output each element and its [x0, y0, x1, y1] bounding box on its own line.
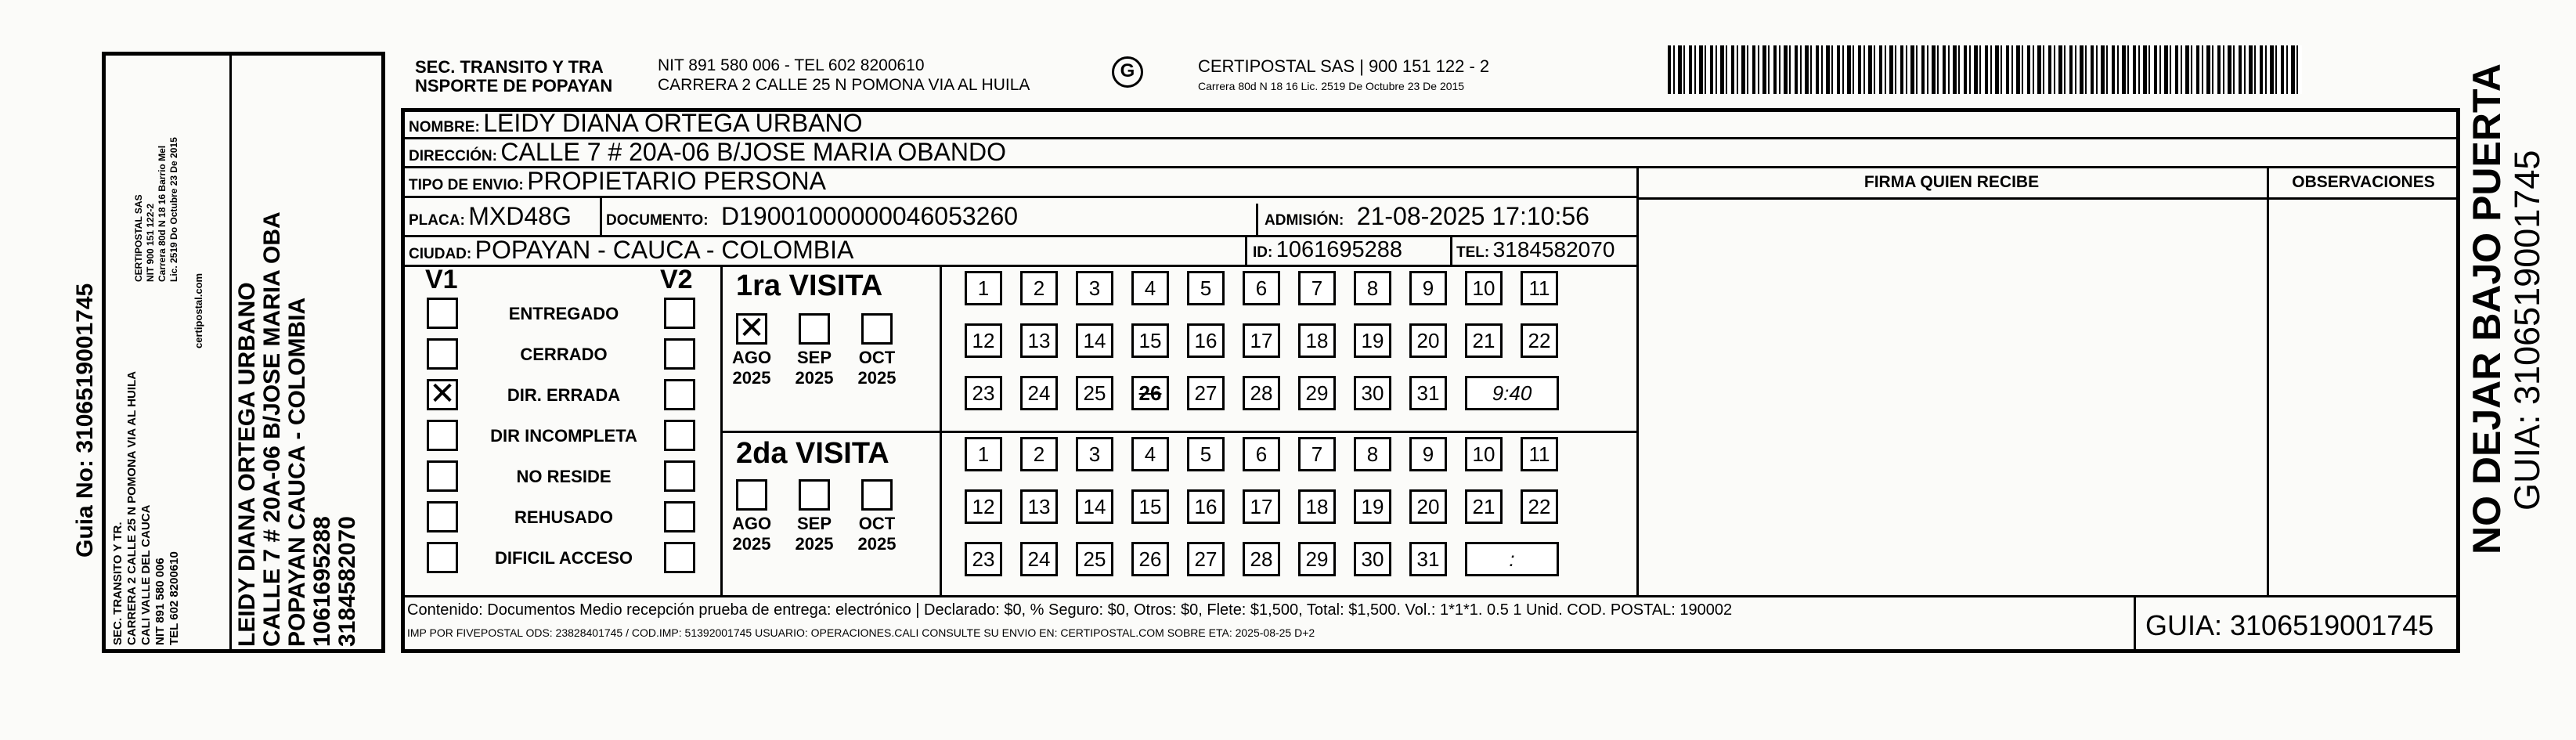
- v2-checkbox[interactable]: [664, 501, 695, 532]
- visit1-month-checkbox[interactable]: [799, 313, 830, 345]
- sender-nit-tel: NIT 891 580 006 - TEL 602 8200610: [658, 56, 925, 74]
- visit1-month-checkbox[interactable]: [861, 313, 893, 345]
- visit1-day-box[interactable]: 24: [1020, 376, 1058, 410]
- visit1-day-box[interactable]: 12: [965, 323, 1002, 358]
- id-value: 1061695288: [1275, 237, 1403, 262]
- visit1-day-box[interactable]: 8: [1354, 271, 1391, 305]
- tipo-envio-value: PROPIETARIO PERSONA: [527, 167, 826, 195]
- visit2-month-checkbox[interactable]: [799, 479, 830, 511]
- v1-checkbox[interactable]: [427, 338, 458, 370]
- visit1-month-label: AGO 2025: [731, 348, 772, 388]
- visit2-day-box[interactable]: 28: [1243, 542, 1280, 576]
- direccion-row: DIRECCIÓN: CALLE 7 # 20A-06 B/JOSE MARIA OBANDO: [409, 138, 1006, 166]
- firma-header: FIRMA QUIEN RECIBE: [1863, 173, 2040, 191]
- v2-checkbox[interactable]: [664, 460, 695, 492]
- visit1-day-box[interactable]: 26: [1131, 376, 1169, 410]
- placa-value: MXD48G: [468, 202, 572, 230]
- company-address: Carrera 80d N 18 16 Lic. 2519 De Octubre 23 De 2015: [1198, 80, 1465, 92]
- visit2-month-label: OCT 2025: [857, 514, 897, 554]
- visit1-day-box[interactable]: 18: [1298, 323, 1336, 358]
- v2-checkbox[interactable]: [664, 298, 695, 329]
- right-guia-number: GUIA: 3106519001745: [2507, 150, 2547, 511]
- stub-guia-number: Guia No: 3106519001745: [72, 283, 98, 558]
- company-name: CERTIPOSTAL SAS | 900 151 122 - 2: [1198, 56, 1490, 76]
- visit1-day-box[interactable]: 15: [1131, 323, 1169, 358]
- visit1-day-box[interactable]: 17: [1243, 323, 1280, 358]
- v1-checkbox[interactable]: [427, 298, 458, 329]
- observaciones-area[interactable]: [2271, 200, 2457, 593]
- stub-certipostal-block: CERTIPOSTAL SAS NIT 900 151 122-2 Carrera 80d N 18 16 Barrio Mel Lic. 2519 Do Octubre 23 De 2015: [133, 137, 179, 282]
- visit2-day-box[interactable]: 24: [1020, 542, 1058, 576]
- visit1-day-box[interactable]: 22: [1521, 323, 1558, 358]
- visit1-day-box[interactable]: 5: [1187, 271, 1225, 305]
- visit2-day-box[interactable]: 18: [1298, 489, 1336, 524]
- visit1-day-box[interactable]: 3: [1076, 271, 1113, 305]
- documento-field: DOCUMENTO: D19001000000046053260: [606, 202, 1019, 230]
- visit1-day-box[interactable]: 4: [1131, 271, 1169, 305]
- visit2-month-label: AGO 2025: [731, 514, 772, 554]
- visit2-day-box[interactable]: 4: [1131, 437, 1169, 471]
- visit2-day-box[interactable]: 27: [1187, 542, 1225, 576]
- v2-checkbox[interactable]: [664, 542, 695, 573]
- tipo-envio-row: TIPO DE ENVIO: PROPIETARIO PERSONA: [409, 167, 826, 195]
- v1-header: V1: [425, 265, 458, 294]
- visit2-day-box[interactable]: 16: [1187, 489, 1225, 524]
- visit2-day-box[interactable]: 7: [1298, 437, 1336, 471]
- v1-checkbox[interactable]: [427, 542, 458, 573]
- visit2-day-box[interactable]: 23: [965, 542, 1002, 576]
- documento-value: D19001000000046053260: [721, 202, 1019, 230]
- stub-website: certipostal.com: [193, 273, 204, 348]
- v2-header: V2: [660, 265, 693, 294]
- sender-address: CARRERA 2 CALLE 25 N POMONA VIA AL HUILA: [658, 76, 1030, 94]
- visit1-day-box[interactable]: 14: [1076, 323, 1113, 358]
- direccion-value: CALLE 7 # 20A-06 B/JOSE MARIA OBANDO: [500, 138, 1006, 166]
- visit2-day-box[interactable]: 21: [1465, 489, 1503, 524]
- v1-checkbox[interactable]: [427, 501, 458, 532]
- visit1-day-box[interactable]: 2: [1020, 271, 1058, 305]
- visit1-day-box[interactable]: 19: [1354, 323, 1391, 358]
- visit1-month-checkbox[interactable]: ✕: [736, 313, 767, 345]
- visit1-time-box[interactable]: 9:40: [1465, 376, 1559, 410]
- footer-content-line: Contenido: Documentos Medio recepción prueba de entrega: electrónico | Declarado: $0, % Seguro: $0, Otros: $0, Flete: $1,500, Total: $1,500. Vol.: 1*1*1. 0.5 1 Unid. COD. POSTAL: 190002: [407, 601, 1733, 619]
- visit1-day-box[interactable]: 16: [1187, 323, 1225, 358]
- barcode: [1668, 45, 2302, 94]
- visit1-day-box[interactable]: 28: [1243, 376, 1280, 410]
- visit2-day-box[interactable]: 14: [1076, 489, 1113, 524]
- visit2-day-box[interactable]: 30: [1354, 542, 1391, 576]
- visit1-day-box[interactable]: 9: [1409, 271, 1447, 305]
- sender-name: SEC. TRANSITO Y TRA NSPORTE DE POPAYAN: [415, 57, 613, 96]
- status-label: REHUSADO: [514, 507, 613, 527]
- visit2-day-box[interactable]: 25: [1076, 542, 1113, 576]
- visit1-month-label: SEP 2025: [795, 348, 834, 388]
- ciudad-row: CIUDAD: POPAYAN - CAUCA - COLOMBIA: [409, 236, 854, 264]
- visit2-day-box[interactable]: 17: [1243, 489, 1280, 524]
- visit1-title: 1ra VISITA: [736, 269, 883, 302]
- visit1-day-box[interactable]: 20: [1409, 323, 1447, 358]
- footer-print-line: IMP POR FIVEPOSTAL ODS: 23828401745 / COD.IMP: 51392001745 USUARIO: OPERACIONES.CALI CONSULTE SU ENVIO EN: CERTIPOSTAL.COM SOBRE ETA: 2025-08-25 D+2: [407, 626, 1315, 639]
- visit2-title: 2da VISITA: [736, 437, 889, 470]
- footer-guia: GUIA: 3106519001745: [2145, 609, 2434, 641]
- visit1-day-box[interactable]: 7: [1298, 271, 1336, 305]
- visit2-day-box[interactable]: 2: [1020, 437, 1058, 471]
- visit1-day-box[interactable]: 25: [1076, 376, 1113, 410]
- visit2-day-box[interactable]: 10: [1465, 437, 1503, 471]
- v2-checkbox[interactable]: [664, 379, 695, 410]
- admision-field: ADMISIÓN: 21-08-2025 17:10:56: [1265, 202, 1589, 230]
- stub-sender-block: SEC. TRANSITO Y TR. CARRERA 2 CALLE 25 N POMONA VIA AL HUILA CALI VALLE DEL CAUCA NIT 891 580 006 TEL 602 8200610: [111, 370, 181, 645]
- visit2-day-box[interactable]: 9: [1409, 437, 1447, 471]
- visit1-day-box[interactable]: 6: [1243, 271, 1280, 305]
- visit2-time-box[interactable]: :: [1465, 542, 1559, 576]
- visit2-day-box[interactable]: 19: [1354, 489, 1391, 524]
- visit1-day-box[interactable]: 13: [1020, 323, 1058, 358]
- visit2-day-box[interactable]: 20: [1409, 489, 1447, 524]
- postal-logo-icon: G: [1112, 56, 1143, 88]
- status-label: DIFICIL ACCESO: [494, 548, 633, 568]
- ciudad-value: POPAYAN - CAUCA - COLOMBIA: [474, 236, 854, 264]
- visit2-day-box[interactable]: 29: [1298, 542, 1336, 576]
- admision-value: 21-08-2025 17:10:56: [1356, 202, 1589, 230]
- status-label: ENTREGADO: [508, 304, 619, 323]
- tel-field: TEL: 3184582070: [1456, 237, 1615, 262]
- placa-row: PLACA: MXD48G: [409, 202, 572, 230]
- visit2-day-box[interactable]: 6: [1243, 437, 1280, 471]
- visit1-day-box[interactable]: 31: [1409, 376, 1447, 410]
- visit2-day-box[interactable]: 11: [1521, 437, 1558, 471]
- id-field: ID: 1061695288: [1253, 237, 1403, 262]
- visit2-day-box[interactable]: 15: [1131, 489, 1169, 524]
- visit2-day-box[interactable]: 8: [1354, 437, 1391, 471]
- visit1-day-box[interactable]: 27: [1187, 376, 1225, 410]
- status-label: NO RESIDE: [516, 467, 612, 486]
- visit2-day-box[interactable]: 31: [1409, 542, 1447, 576]
- firma-area[interactable]: [1640, 200, 2264, 593]
- visit2-month-checkbox[interactable]: [736, 479, 767, 511]
- visit1-day-box[interactable]: 23: [965, 376, 1002, 410]
- visit1-day-box[interactable]: 29: [1298, 376, 1336, 410]
- visit2-day-box[interactable]: 3: [1076, 437, 1113, 471]
- status-label: DIR. ERRADA: [507, 385, 621, 405]
- visit1-day-box[interactable]: 10: [1465, 271, 1503, 305]
- observaciones-header: OBSERVACIONES: [2292, 173, 2435, 191]
- visit2-day-box[interactable]: 22: [1521, 489, 1558, 524]
- visit1-day-box[interactable]: 11: [1521, 271, 1558, 305]
- visit2-day-box[interactable]: 13: [1020, 489, 1058, 524]
- visit1-day-box[interactable]: 21: [1465, 323, 1503, 358]
- visit1-month-label: OCT 2025: [857, 348, 897, 388]
- status-label: DIR INCOMPLETA: [490, 426, 637, 446]
- visit2-month-checkbox[interactable]: [861, 479, 893, 511]
- v1-checkbox[interactable]: ✕: [427, 379, 458, 410]
- stub-divider: [229, 52, 232, 653]
- visit2-day-box[interactable]: 12: [965, 489, 1002, 524]
- stub-recipient-block: LEIDY DIANA ORTEGA URBANO CALLE 7 # 20A-06 B/JOSE MARIA OBA POPAYAN CAUCA - COLOMBIA 1061695288 3184582070: [234, 211, 360, 647]
- nombre-row: NOMBRE: LEIDY DIANA ORTEGA URBANO: [409, 109, 863, 137]
- v2-checkbox[interactable]: [664, 338, 695, 370]
- visit1-day-box[interactable]: 30: [1354, 376, 1391, 410]
- v1-checkbox[interactable]: [427, 460, 458, 492]
- status-label: CERRADO: [520, 345, 608, 364]
- v1-checkbox[interactable]: [427, 420, 458, 451]
- visit2-month-label: SEP 2025: [795, 514, 834, 554]
- no-dejar-bajo-puerta: NO DEJAR BAJO PUERTA: [2465, 63, 2509, 554]
- tel-value: 3184582070: [1492, 237, 1615, 262]
- visit2-day-box[interactable]: 26: [1131, 542, 1169, 576]
- v2-checkbox[interactable]: [664, 420, 695, 451]
- visit1-day-box[interactable]: 1: [965, 271, 1002, 305]
- visit2-day-box[interactable]: 1: [965, 437, 1002, 471]
- visit2-day-box[interactable]: 5: [1187, 437, 1225, 471]
- nombre-value: LEIDY DIANA ORTEGA URBANO: [483, 109, 863, 137]
